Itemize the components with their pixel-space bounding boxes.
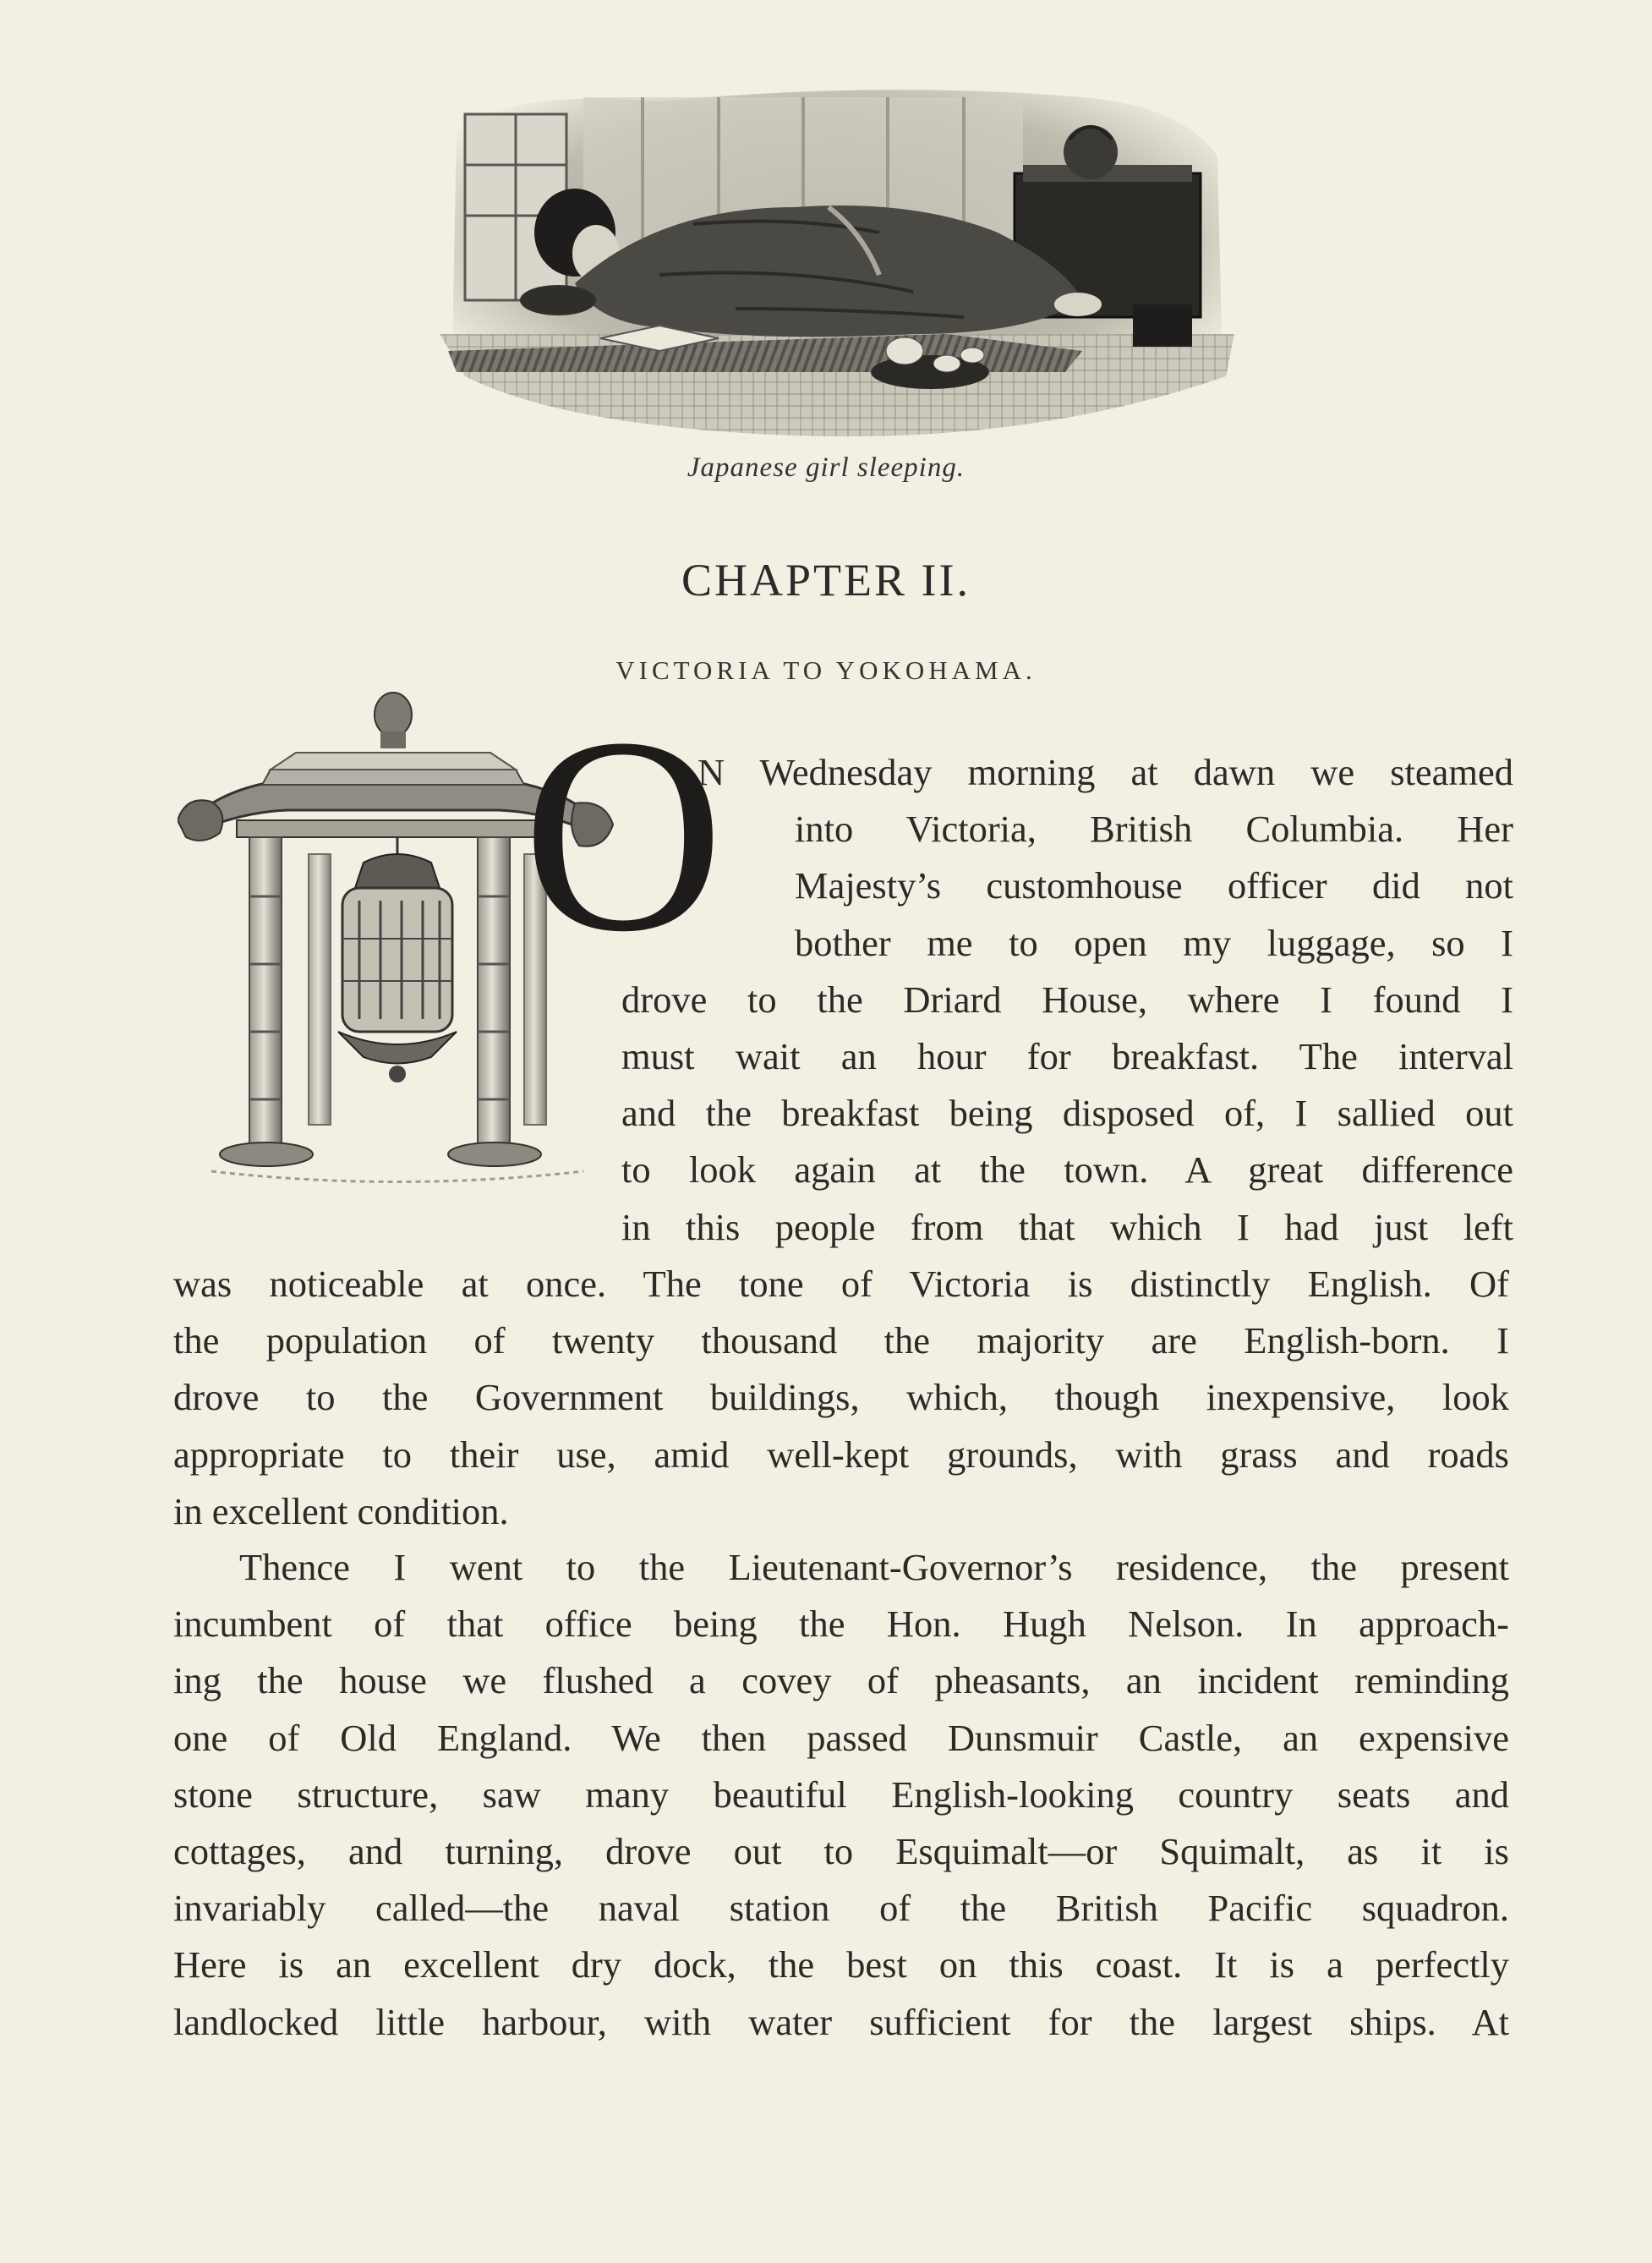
paragraph-1-line: must wait an hour for breakfast. The interval xyxy=(621,1034,1513,1077)
paragraph-2-line: landlocked little harbour, with water sufficient for the largest ships. At xyxy=(173,2000,1509,2043)
paragraph-1-line: in this people from that which I had just left xyxy=(621,1205,1513,1248)
paragraph-2-line: one of Old England. We then passed Dunsmuir Castle, an expensive xyxy=(173,1716,1509,1759)
plate-caption: Japanese girl sleeping. xyxy=(687,452,965,483)
paragraph-2-line: stone structure, saw many beautiful English-looking country seats and xyxy=(173,1773,1509,1816)
paragraph-2 xyxy=(173,1539,1509,2051)
paragraph-1-line: and the breakfast being disposed of, I sallied out xyxy=(621,1092,1513,1135)
paragraph-1-line: drove to the Government buildings, which, though inexpensive, look xyxy=(173,1376,1509,1419)
chapter-title: CHAPTER II. xyxy=(681,555,971,605)
paragraph-1-line: into Victoria, British Columbia. Her xyxy=(795,808,1513,851)
paragraph-2-line: invariably called—the naval station of the British Pacific squadron. xyxy=(173,1887,1509,1930)
paragraph-2-line: incumbent of that office being the Hon. Hugh Nelson. In approach- xyxy=(173,1603,1509,1646)
paragraph-1-line: the population of twenty thousand the majority are English-born. I xyxy=(173,1319,1509,1362)
paragraph-1-line: in excellent condition. xyxy=(173,1489,509,1532)
paragraph-2-line: Thence I went to the Lieutenant-Governor’s residence, the present xyxy=(239,1546,1509,1588)
paragraph-1-line: to look again at the town. A great difference xyxy=(621,1148,1513,1192)
paragraph-1-line: N Wednesday morning at dawn we steamed xyxy=(697,751,1513,793)
paragraph-1-line: bother me to open my luggage, so I xyxy=(795,921,1513,964)
paragraph-1-line: Majesty’s customhouse officer did not xyxy=(795,864,1513,907)
drop-cap-initial: O xyxy=(522,681,725,989)
paragraph-1-full-block xyxy=(173,1256,1509,1540)
paragraph-1-indented-block xyxy=(621,744,1513,1256)
chapter-subtitle: VICTORIA TO YOKOHAMA. xyxy=(615,655,1037,685)
paragraph-1-line: appropriate to their use, amid well-kept grounds, with grass and roads xyxy=(173,1433,1509,1476)
illustration-japanese-girl-sleeping xyxy=(440,80,1234,444)
paragraph-1-line: was noticeable at once. The tone of Victoria is distinctly English. Of xyxy=(173,1263,1509,1305)
paragraph-2-line: ing the house we flushed a covey of pheasants, an incident reminding xyxy=(173,1659,1509,1702)
paragraph-2-line: Here is an excellent dry dock, the best on this coast. It is a perfectly xyxy=(173,1943,1509,1986)
paragraph-1-line: drove to the Driard House, where I found I xyxy=(621,978,1513,1021)
paragraph-2-line: cottages, and turning, drove out to Esquimalt—or Squimalt, as it is xyxy=(173,1829,1509,1872)
